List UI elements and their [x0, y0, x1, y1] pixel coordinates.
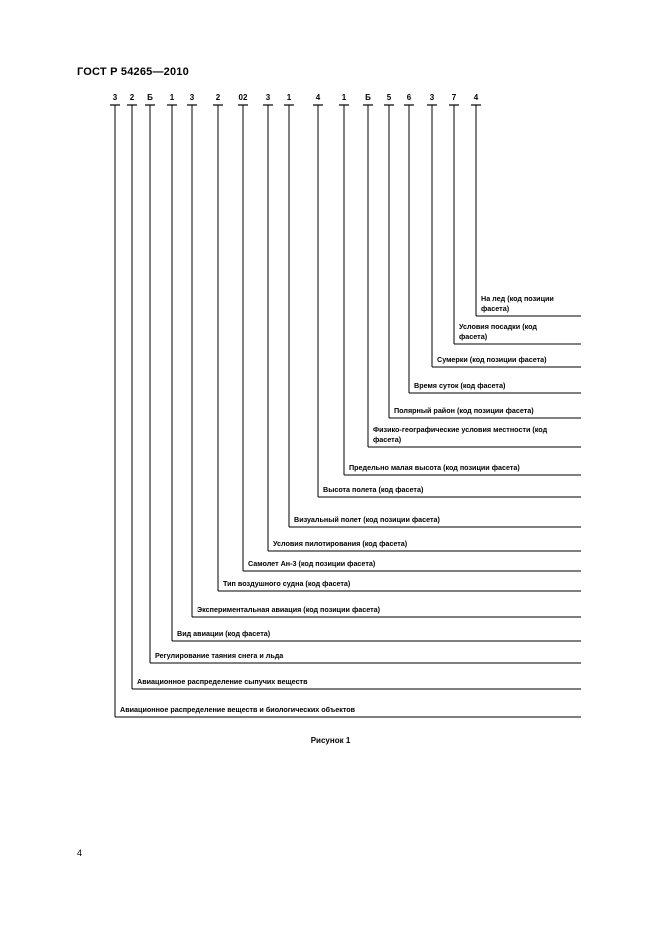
code-digit: 1 — [169, 93, 175, 102]
code-digit: 1 — [341, 93, 347, 102]
code-label: Вид авиации (код фасета) — [177, 629, 271, 638]
standard-header: ГОСТ Р 54265—2010 — [77, 66, 189, 78]
code-digit: 7 — [451, 93, 457, 102]
code-label: Высота полета (код фасета) — [323, 485, 424, 494]
code-label: фасета) — [481, 304, 510, 313]
code-digit: 4 — [315, 93, 321, 102]
code-label: Самолет Ан-3 (код позиции фасета) — [248, 559, 376, 568]
code-digit: 2 — [215, 93, 221, 102]
code-digit: Б — [147, 93, 153, 102]
code-digit: Б — [365, 93, 371, 102]
code-digit: 4 — [473, 93, 479, 102]
code-digit: 3 — [112, 93, 118, 102]
code-label: Авиационное распределение веществ и биологических объектов — [120, 705, 356, 714]
code-digit: 02 — [238, 93, 248, 102]
code-label: Регулирование таяния снега и льда — [155, 651, 284, 660]
code-label: фасета) — [459, 332, 488, 341]
code-digit: 3 — [265, 93, 271, 102]
code-label: Визуальный полет (код позиции фасета) — [294, 515, 440, 524]
code-label: Тип воздушного судна (код фасета) — [223, 579, 351, 588]
code-label: Полярный район (код позиции фасета) — [394, 406, 534, 415]
code-label: Предельно малая высота (код позиции фасета) — [349, 463, 520, 472]
code-digit: 5 — [386, 93, 392, 102]
code-label: фасета) — [373, 435, 402, 444]
code-label: Условия посадки (код — [459, 322, 537, 331]
code-label: Экспериментальная авиация (код позиции фасета) — [197, 605, 381, 614]
page-number: 4 — [77, 848, 83, 858]
code-label: Физико-географические условия местности (код — [373, 425, 548, 434]
figure-caption: Рисунок 1 — [310, 736, 351, 745]
code-digit: 2 — [129, 93, 135, 102]
code-digit: 3 — [429, 93, 435, 102]
code-digit: 3 — [189, 93, 195, 102]
code-label: Время суток (код фасета) — [414, 381, 506, 390]
code-label: На лед (код позиции — [481, 294, 554, 303]
code-digit: 6 — [406, 93, 412, 102]
code-label: Условия пилотирования (код фасета) — [273, 539, 408, 548]
code-label: Авиационное распределение сыпучих веществ — [137, 677, 308, 686]
code-digit: 1 — [286, 93, 292, 102]
code-label: Сумерки (код позиции фасета) — [437, 355, 547, 364]
